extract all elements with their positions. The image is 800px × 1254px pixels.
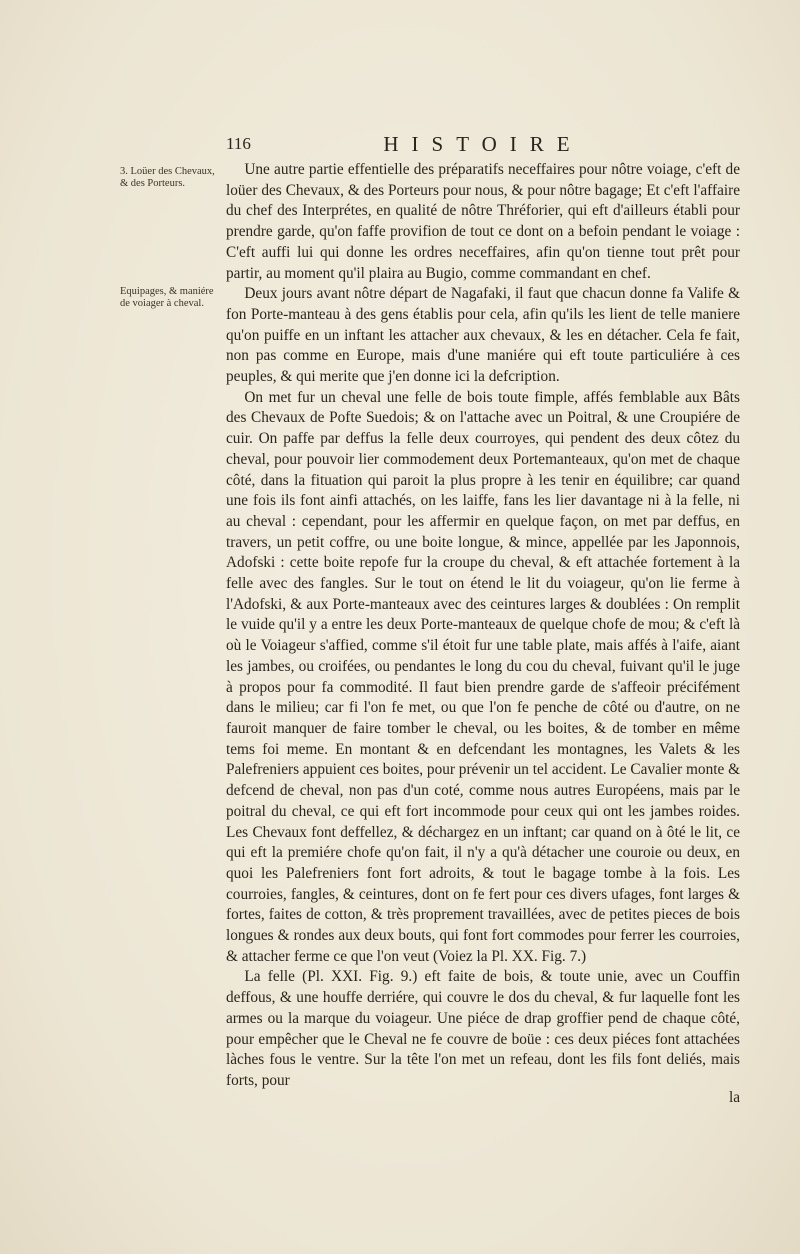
paragraph: Deux jours avant nôtre départ de Nagafaki, il faut que chacun donne fa Valife & fon Porte-manteau à des gens établis pour cela, afin qu'ils les lient de telle maniere qu'on puiffe en un inftant les attacher aux chevaux, & les en détacher. Cela fe fait, non pas comme en Europe, mais d'une maniére qui eft toute particuliére à ces peuples, & qui merite que j'en donne ici la defcription. — [226, 285, 740, 386]
margin-note-equipage: Equipages, & maniére de voiager à cheval. — [120, 286, 214, 309]
paragraph: On met fur un cheval une felle de bois toute fimple, affés femblable aux Bâts des Chevaux de Pofte Suedois; & on l'attache avec un Poitral, & une Croupiére de cuir. On paffe par deffus la felle deux courroyes, qui pendent des deux côtez du cheval, pour pouvoir lier commodement deux Portemanteaux, qu'on met de chaque côté, dans la fituation qui paroit la plus propre à les tenir en équilibre; car quand une fois ils font ainfi attachés, on les laiffe, fans les lier davantage ni à la felle, ni au cheval : cependant, pour les affermir en quelque façon, on met par deffus, en travers, un petit coffre, ou une boite longue, & mince, appellée par les Japonnois, Adofski : cette boite repofe fur la croupe du cheval, & eft attachée fortement à la felle avec des fangles. Sur le tout on étend le lit du voiageur, qu'on lie ferme à l'Adofski, & aux Porte-manteaux avec des ceintures larges & doublées : On remplit le vuide qu'il y a entre les deux Porte-manteaux de quelque chofe de mou; & c'eft là où le Voiageur s'affied, comme s'il étoit fur une table plate, mais affés à l'aife, aiant les jambes, ou croifées, ou pendantes le long du cou du cheval, fuivant qu'il le juge à propos pour fa commodité. Il faut bien prendre garde de s'affeoir précifément dans le milieu; car fi l'on fe met, ou que l'on fe penche de côté ou d'autre, on ne fauroit manquer de faire tomber le cheval, ou les boites, & de tomber en même tems foi meme. En montant & en defcendant les montagnes, les Valets & les Palefreniers appuient ces boites, pour prévenir un tel accident. Le Cavalier monte & defcend de cheval, non pas d'un coté, comme nous autres Européens, mais par le poitral du cheval, ce qui eft fort incommode pour ceux qui ont les jambes roides. Les Chevaux font deffellez, & déchargez en un inftant; car quand on à ôté le lit, ce qui eft la premiére chofe qu'on fait, il n'y a qu'à détacher une couroie ou deux, en quoi les Palefreniers font fort adroits, & tout le bagage tombe à la fois. Les courroies, fangles, & ceintures, dont on fe fert pour ces divers ufages, font larges & fortes, faites de cotton, & très proprement travaillées, avec de petites pieces de bois longues & rondes aux deux bouts, qui font fort commodes pour ferrer les courroies, & attacher ferme ce que l'on veut (Voiez la Pl. XX. Fig. 7.) — [226, 388, 740, 965]
page-header — [226, 132, 740, 160]
main-text — [226, 160, 740, 1092]
paragraph: Une autre partie effentielle des préparatifs neceffaires pour nôtre voiage, c'eft de loüer des Chevaux, & des Porteurs pour nous, & pour nôtre bagage; Et c'eft l'affaire du chef des Interprétes, en qualité de nôtre Thréforier, qui eft d'ailleurs établi pour prendre garde, qu'on faffe provifion de tout ce dont on a befoin pendant le voiage : C'eft auffi lui qui donne les ordres neceffaires, afin qu'on tienne tout prêt pour partir, au moment qu'il plaira au Bugio, comme commandant en chef. — [226, 161, 740, 282]
paragraph: La felle (Pl. XXI. Fig. 9.) eft faite de bois, & toute unie, avec un Couffin deffous, & une houffe derriére, qui couvre le dos du cheval, & fur laquelle font les armes ou la marque du voiageur. Une piéce de drap groffier pend de chaque côté, pour empêcher que le Cheval ne fe couvre de boüe : ces deux piéces font attachées làches fous le ventre. Sur la tête l'on met un refeau, dont les fils font deliés, mais forts, pour — [226, 968, 740, 1089]
running-title: HISTOIRE — [383, 132, 583, 156]
catchword: la — [728, 1089, 740, 1106]
margin-note-hire: 3. Loüer des Chevaux, & des Porteurs. — [120, 166, 215, 189]
page-number: 116 — [226, 134, 251, 153]
